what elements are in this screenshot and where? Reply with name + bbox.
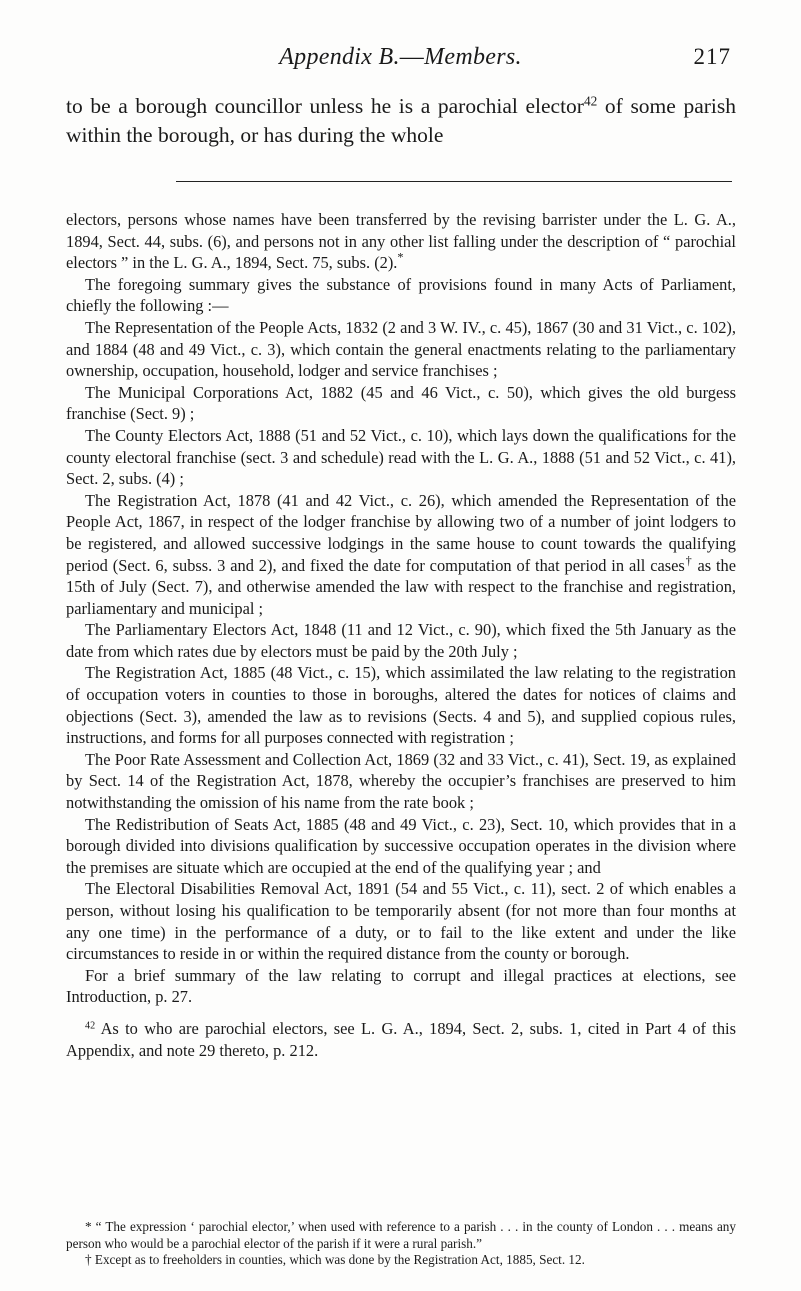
note-reference-42: 42: [583, 93, 598, 109]
note-42: [66, 1018, 736, 1061]
note-paragraph-parliamentary-electors: The Parliamentary Electors Act, 1848 (11 and 12 Vict., c. 90), which fixed the 5th January as the date from which rates due by electors must be paid by the 20th July ;: [66, 620, 736, 661]
note-text: The Registration Act, 1878 (41 and 42 Vict., c. 26), which amended the Representation of the People Act, 1867, in respect of the lodger franchise by allowing two of a number of joint lodgers to be registered, and allowed successive lodgings in the same house to count towards the qualifying period (Sect. 6, subss. 3 and 2), and fixed the date for computation of that period in all cases: [66, 490, 736, 575]
note-42-marker: 42: [85, 1020, 96, 1032]
note-paragraph-municipal-corporations: The Municipal Corporations Act, 1882 (45 and 46 Vict., c. 50), which gives the old burgess franchise (Sect. 9) ;: [66, 382, 736, 424]
note-paragraph-disabilities-removal: The Electoral Disabilities Removal Act, 1891 (54 and 55 Vict., c. 11), sect. 2 of which enables a person, without losing his qualification to be temporarily absent (for not more than four months at any one time) in the performance of a duty, or to fail to the like extent and under the like circumstances to reside in or within the required distance from the county or borough.: [66, 879, 736, 964]
note-paragraph-county-electors: The County Electors Act, 1888 (51 and 52 Vict., c. 10), which lays down the qualifications for the county electoral franchise (sect. 3 and schedule) read with the L. G. A., 1888 (51 and 52 Vict., c. 41), Sect. 2, subs. (4) ;: [66, 425, 736, 489]
main-paragraph: [66, 92, 736, 150]
note-paragraph-summary: The foregoing summary gives the substance of provisions found in many Acts of Parliament, chiefly the following :—: [66, 274, 736, 316]
running-head: [0, 44, 801, 71]
main-text: [66, 92, 736, 150]
running-head-separator: —: [399, 44, 425, 70]
running-head-section: Members.: [424, 44, 522, 70]
main-text-part-1: to be a borough councillor unless he is a parochial elector: [66, 94, 584, 118]
page-number: 217: [693, 44, 731, 69]
running-head-appendix: Appendix B.: [279, 44, 400, 70]
footnote-reference-dagger: †: [684, 552, 693, 567]
note-paragraph-registration-1878: [66, 490, 736, 620]
note-paragraph-representation-acts: The Representation of the People Acts, 1832 (2 and 3 W. IV., c. 45), 1867 (30 and 31 Vict., c. 102), and 1884 (48 and 49 Vict., c. 3), which contain the general enactments relating to the parliamentary ownership, occupation, household, lodger and service franchises ;: [66, 317, 736, 381]
note-paragraph-redistribution: The Redistribution of Seats Act, 1885 (48 and 49 Vict., c. 23), Sect. 10, which provides that in a borough divided into divisions qualification by successive occupation operates in the division where the premises are situate which are occupied at the end of the qualifying year ; and: [66, 814, 736, 877]
page-header: [0, 44, 801, 76]
main-text-part-2: of some parish within the borough, or has during the whole: [66, 94, 736, 147]
note-paragraph-registration-1885: The Registration Act, 1885 (48 Vict., c. 15), which assimilated the law relating to the registration of occupation voters in counties to those in boroughs, altered the dates for notices of claims and objections (Sect. 3), amended the law as to revisions (Sects. 4 and 5), and supplied copious rules, instructions, and forms for all purposes connected with registration ;: [66, 663, 736, 748]
notes-section: [66, 209, 736, 1061]
footnote-reference-star: *: [397, 250, 404, 265]
note-42-text: As to who are parochial electors, see L. G. A., 1894, Sect. 2, subs. 1, cited in Part 4 of this Appendix, and note 29 thereto, p. 212.: [66, 1018, 736, 1060]
note-text: as the 15th of July (Sect. 7), and otherwise amended the law with respect to the franchise and registration, parliamentary and municipal ;: [66, 555, 737, 618]
separator-rule: [176, 181, 732, 182]
footnotes: [66, 1219, 736, 1269]
note-paragraph-poor-rate: The Poor Rate Assessment and Collection Act, 1869 (32 and 33 Vict., c. 41), Sect. 19, as explained by Sect. 14 of the Registration Act, 1878, whereby the occupier’s franchises are preserved to him notwithstanding the omission of his name from the rate book ;: [66, 749, 736, 813]
note-paragraph-electors: [66, 209, 736, 274]
footnote-star: * “ The expression ‘ parochial elector,’ when used with reference to a parish . . . in the county of London . . . means any person who would be a parochial elector of the parish if it were a rural parish.”: [66, 1219, 736, 1251]
footnote-dagger: † Except as to freeholders in counties, which was done by the Registration Act, 1885, Sect. 12.: [85, 1252, 585, 1268]
note-paragraph-corrupt-practices: For a brief summary of the law relating to corrupt and illegal practices at elections, see Introduction, p. 27.: [66, 965, 736, 1007]
note-text: electors, persons whose names have been transferred by the revising barrister under the L. G. A., 1894, Sect. 44, subs. (6), and persons not in any other list falling under the description of “ parochial electors ” in the L. G. A., 1894, Sect. 75, subs. (2).: [66, 210, 736, 273]
